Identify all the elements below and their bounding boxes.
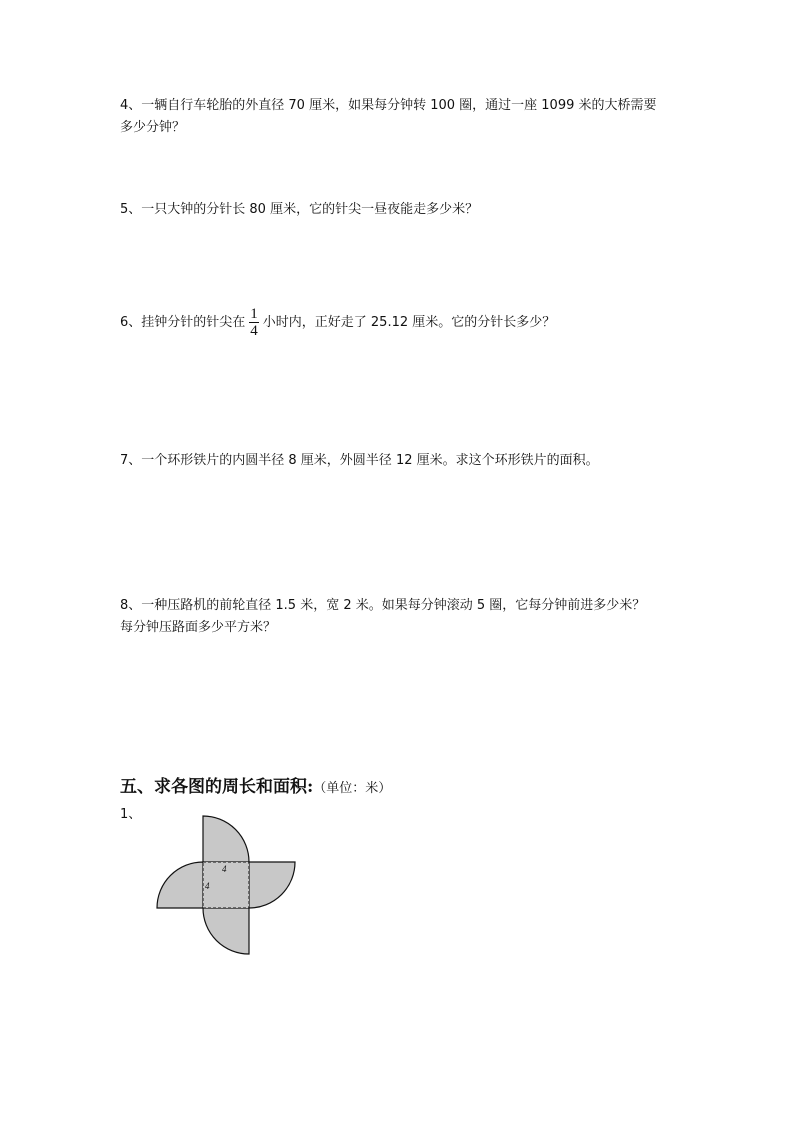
question-8-line-2: 每分钟压路面多少平方米？ [120,620,277,635]
question-4-line-2: 多少分钟？ [120,120,186,135]
side-label-top: 4 [222,864,227,874]
pinwheel-figure [150,810,310,970]
fraction-one-quarter [249,306,259,339]
section-title: 五、求各图的周长和面积: [120,777,314,797]
quarter-circle-top [203,816,249,862]
question-6-text-after: 小时内，正好走了 25.12 厘米。它的分针长多少？ [262,315,556,330]
question-4-line-1: 4、一辆自行车轮胎的外直径 70 厘米，如果每分钟转 100 圈，通过一座 1099 米的大桥需要 [120,98,657,113]
figure-item-label: 1、 [120,807,142,822]
quarter-circle-left [157,862,203,908]
quarter-circle-bottom [203,908,249,954]
fraction-numerator: 1 [250,306,258,322]
question-6 [120,306,555,339]
section-heading [120,772,391,797]
question-8-line-1: 8、一种压路机的前轮直径 1.5 米，宽 2 米。如果每分钟滚动 5 圈，它每分钟前进多少米？ [120,598,646,613]
fraction-denominator: 4 [250,323,258,339]
section-unit-note: （单位：米） [313,781,392,796]
question-4 [120,95,657,139]
question-7 [120,450,599,472]
question-5-line-1: 5、一只大钟的分针长 80 厘米，它的针尖一昼夜能走多少米？ [120,202,479,217]
question-8 [120,595,645,639]
question-6-text-before: 6、挂钟分针的针尖在 [120,315,246,330]
quarter-circle-right [249,862,295,908]
question-7-line-1: 7、一个环形铁片的内圆半径 8 厘米，外圆半径 12 厘米。求这个环形铁片的面积。 [120,453,599,468]
question-5 [120,199,478,221]
side-label-left: 4 [205,881,210,891]
